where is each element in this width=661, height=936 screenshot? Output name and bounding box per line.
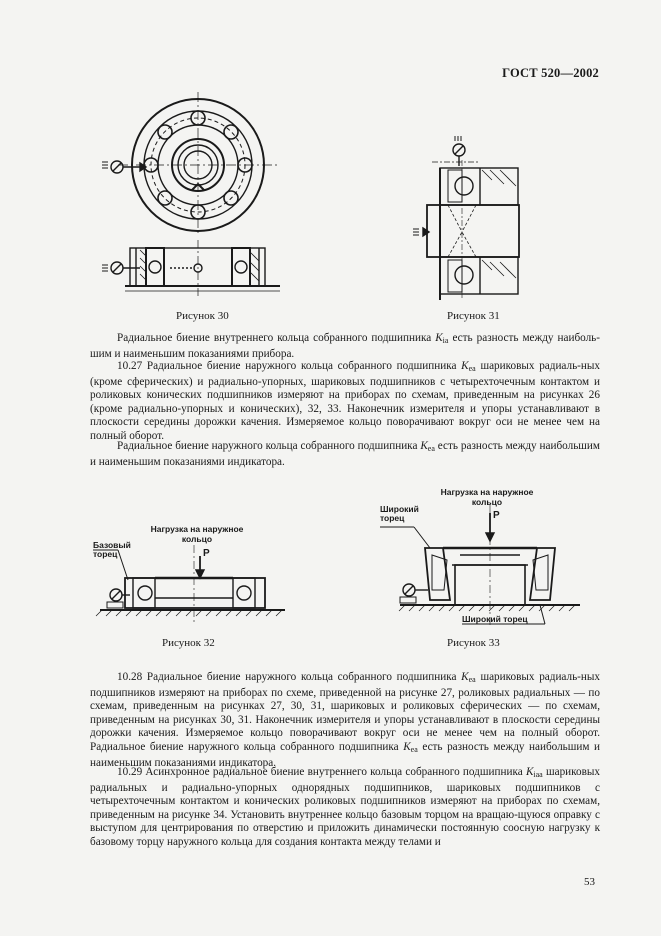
fig32-base-face-label: Базовый торец — [93, 540, 131, 559]
paragraph-10-29: 10.29 Асинхронное радиальное биение внутреннего кольца собранного подшипника $K_{iaa}$ шариковых радиальных и радиально-упорных однорядных подшипников, шариковых подшипников с четырехточечным контактом и конических роликовых подшипников измеряют на приборах по схемам, приведенным на рисунке 34. Установить внутреннее кольцо базовым торцом на вращаю-щуюся оправку с выступом для центрирования по отверстию и приложить динамически постоянную соосную нагрузку к базовому торцу наружного кольца для создания контакта между телами и — [90, 766, 601, 848]
paragraph-10-28: 10.28 Радиальное биение наружного кольца собранного подшипника $K_{ea}$ шариковых радиаль-ных подшипников измеряют на приборах по схеме, приведенной на рисунке 27, роликовых радиальных — по схемам, приведенным на рисунках 27, 30, 31, шариковых и роликовых сферических — по схемам, приведенным на рисунках 30, 31. Наконечник измерителя и упоры устанавливают в плоскости середины дорожки качения. Измеряемое кольцо поворачивают вокруг оси не менее чем на полный оборот. Радиальное биение наружного кольца собранного подшипника $K_{ea}$ есть разность между наибольшим и наименьшим показаниями индикатора. — [90, 671, 601, 769]
fig33-wide-face-left-label: Широкий торец — [380, 504, 419, 523]
fig32-load-label: Нагрузка на наружное кольцо — [150, 524, 244, 544]
page-number: 53 — [584, 876, 595, 888]
paragraph-1: Радиальное биение внутреннего кольца собранного подшипника $K_{ia}$ есть разность между наиболь-шим и наименьшим показаниями прибора. — [90, 332, 601, 360]
figure-30-caption: Рисунок 30 — [176, 310, 229, 322]
figure-32-caption: Рисунок 32 — [162, 637, 215, 649]
paragraph-10-27: 10.27 Радиальное биение наружного кольца собранного подшипника $K_{ea}$ шариковых радиаль-ных (кроме сферических) и радиально-упорных, шариковых подшипников с четырехточечным контактом и роликовых конических подшипников измеряют на приборах по схемам, приведенным на рисунках 26 (кроме радиально-упорных и конических), 32, 33. Наконечник измерителя и упоры устанавливают в плоскости середины дорожки качения. Измеряемое кольцо поворачивают вокруг оси не менее чем на полный оборот. — [90, 360, 601, 442]
fig33-load-label: Нагрузка на наружное кольцо — [440, 487, 534, 507]
paragraph-3: Радиальное биение наружного кольца собранного подшипника $K_{ea}$ есть разность между наибольшим и наименьшим показаниями индикатора. — [90, 440, 600, 468]
fig33-p-label: P — [493, 510, 500, 521]
fig32-p-label: P — [203, 548, 210, 559]
fig33-wide-face-bottom-label: Широкий торец — [462, 614, 528, 624]
figure-33-caption: Рисунок 33 — [447, 637, 500, 649]
page-header: ГОСТ 520—2002 — [502, 66, 599, 80]
figure-31-caption: Рисунок 31 — [447, 310, 500, 322]
